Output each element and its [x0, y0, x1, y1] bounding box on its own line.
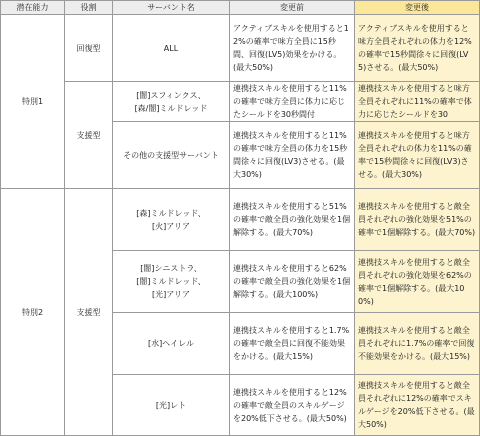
- servant-cell: [闇]スフィンクス、 [森/闇]ミルドレッド: [113, 82, 230, 122]
- servant-cell: [闇]シニストラ、 [闇]ミルドレッド、 [光]アリア: [113, 251, 230, 313]
- table-row: [1, 189, 480, 251]
- before-cell: 連携技スキルを使用すると51%の確率で敵全員の強化効果を1個解除する。(最大70%): [230, 189, 355, 251]
- servant-cell: [光]レト: [113, 375, 230, 436]
- after-cell: 連携技スキルを使用すると敵全員それぞれの強化効果を62%の確率で1個解除する。(最大100%): [355, 251, 480, 313]
- role-cell: 回復型: [65, 15, 113, 82]
- before-cell: 連携技スキルを使用すると1.7%の確率で敵全員に回復不能効果をかける。(最大15%): [230, 313, 355, 375]
- servant-cell: [森]ミルドレッド、 [火]アリア: [113, 189, 230, 251]
- header-after: 変更後: [355, 1, 480, 15]
- before-cell: [230, 82, 355, 122]
- servant-cell: その他の支援型サーバント: [113, 122, 230, 189]
- header-ability: 潜在能力: [1, 1, 65, 15]
- header-before: 変更前: [230, 1, 355, 15]
- before-cell: 連携技スキルを使用すると12%の確率で敵全員のスキルゲージを20%低下させる。(最大50%): [230, 375, 355, 436]
- role-cell: 支援型: [65, 82, 113, 189]
- ability-cell: 特別1: [1, 15, 65, 189]
- before-cell: アクティブスキルを使用すると12%の確率で味方全員に15秒間、回復(LV5)効果をかける。(最大50%): [230, 15, 355, 82]
- after-cell: [355, 82, 480, 122]
- after-text: 連携技スキルを使用すると味方全員それぞれに11%の確率で体力に応じたシールドを30: [358, 84, 472, 119]
- before-cell: 連携技スキルを使用すると62%の確率で敵全員の強化効果を1個解除する。(最大100%): [230, 251, 355, 313]
- after-cell: 連携技スキルを使用すると敵全員それぞれに12%の確率でスキルゲージを20%低下させる。(最大50%): [355, 375, 480, 436]
- table-row: [1, 82, 480, 122]
- before-cell: 連携技スキルを使用すると11%の確率で味方全員の体力を15秒間徐々に回復(LV3)させる。(最大30%): [230, 122, 355, 189]
- after-cell: 連携技スキルを使用すると味方全員それぞれの体力を11%の確率で15秒間徐々に回復(LV3)させる。(最大30%): [355, 122, 480, 189]
- after-cell: 連携技スキルを使用すると敵全員それぞれの強化効果を51%の確率で1個解除する。(最大70%): [355, 189, 480, 251]
- after-cell: 連携技スキルを使用すると敵全員それぞれに1.7%の確率で回復不能効果をかける。(最大15%): [355, 313, 480, 375]
- after-cell: アクティブスキルを使用すると味方全員それぞれの体力を12%の確率で15秒間徐々に回復(LV5)させる。(最大50%): [355, 15, 480, 82]
- header-role: 役割: [65, 1, 113, 15]
- servant-cell: [水]ヘイレル: [113, 313, 230, 375]
- servant-cell: ALL: [113, 15, 230, 82]
- header-row: [1, 1, 480, 15]
- header-servant: サーバント名: [113, 1, 230, 15]
- role-cell: 支援型: [65, 189, 113, 436]
- before-text: 連携技スキルを使用すると11%の確率で味方全員に体力に応じたシールドを30秒間付: [233, 84, 347, 119]
- ability-cell: 特別2: [1, 189, 65, 436]
- table-row: [1, 15, 480, 82]
